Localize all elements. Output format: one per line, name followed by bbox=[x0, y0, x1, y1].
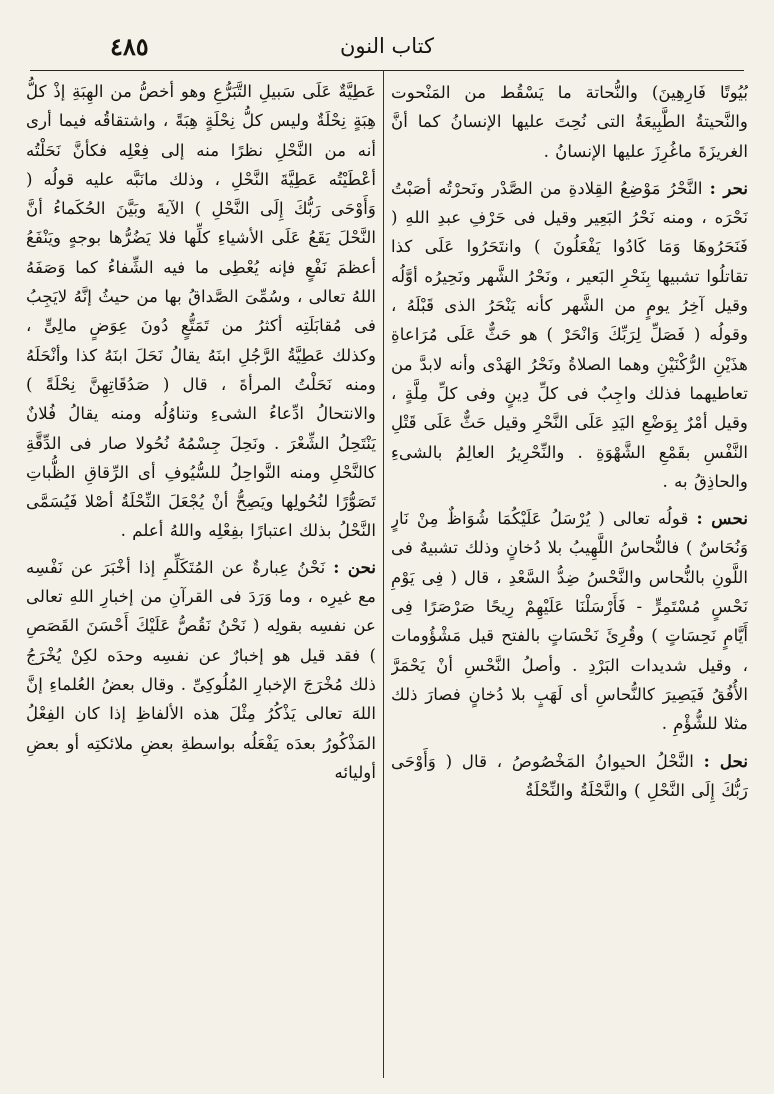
entry-nahl bbox=[391, 747, 748, 806]
page-header bbox=[30, 12, 744, 71]
column-divider bbox=[383, 70, 384, 1078]
entry-nahn bbox=[26, 553, 376, 787]
entry-text: النَّحْلُ الحيوانُ المَخْصُوصُ ، قال ( وَأَوْحَى رَبُّكَ إِلَى النَّحْلِ ) والنَّحْلَةُ والنِّحْلَةُ bbox=[391, 750, 748, 800]
right-column bbox=[391, 70, 748, 1082]
paragraph bbox=[391, 78, 748, 166]
entry-headword: نحر : bbox=[709, 177, 748, 198]
entry-nahs bbox=[391, 504, 748, 738]
entry-headword: نحس : bbox=[696, 508, 748, 529]
entry-headword: نحل : bbox=[703, 750, 748, 771]
page-number: ٤٨٥ bbox=[110, 32, 149, 61]
entry-nahr bbox=[391, 174, 748, 496]
paragraph-text: عَطِيَّةٌ عَلَى سَبيلِ التَّبَرُّعِ وهو أخصُّ من الهِبَةِ إذْ كلُّ هِبَةٍ نِحْلَةٌ وليس كلُّ نِحْلَةٍ هِبَةً ، واشتقاقُه فيما أرى أنه من النَّحْلِ نظرًا منه إلى فِعْلِه فكأنَّ نَحَلْتُه أعْطَيْتُه عَطِيَّةَ النَّحْلِ ، وذلك مانَبَّه عليه قولُه ( وَأَوْحَى رَبُّكَ إِلَى النَّحْلِ ) الآيةَ وبَيَّنَ الحُكَماءُ أنَّ النَّحْلَ يَقَعُ عَلَى الأشياءِ كلِّها فلا يَضُرُّها بوجهٍ ويَنْفَعُ أعظمَ نَفْعٍ فإنه يُعْطِى ما فيه الشِّفاءُ كما وَصَفَهُ اللهُ تعالى ، وسُمِّىَ الصَّداقُ بها من حيثُ إنَّهُ لايَجِبُ فى مُقابَلَتِه أكثرُ من تَمَتُّعٍ دُونَ عِوَضٍ مالِىٍّ ، وكذلك عَطِيَّةُ الرَّجُلِ ابنَهُ يقالُ نَحَلَ ابنَهُ كذا وأنْحَلَهُ ومنه نَحَلْتُ المرأةَ ، قال ( صَدُقَاتِهِنَّ نِحْلَةً ) والانتحالُ ادِّعاءُ الشىءِ وتناوُلُه ومنه يقالُ فُلانٌ يَنْتَحِلُ الشِّعْرَ . ونَحِلَ جِسْمُهُ نُحُولا صار فى الدِّقَّةِ كالنَّحْلِ ومنه النَّواحِلُ للسُّيُوفِ أى الرِّقاقِ الظُّباتِ تَصَوُّرًا لنُحُولِها ويَصِحُّ أنْ يُجْعَلَ النِّحْلَةُ أصْلا فَيُسَمَّى النَّحْلُ بذلك اعتبارًا بفِعْلِه واللهُ أعلم . bbox=[26, 81, 376, 541]
entry-text: النَّحْرُ مَوْضِعُ القِلادةِ من الصَّدْر ونَحرْتُه أصَبْتُ نَحْرَه ، ومنه نَحْرُ البَعِير وقيل فى حَرْفِ عبدِ اللهِ ( فَنَحَرُوهَا وَمَا كَادُوا يَفْعَلُونَ ) وانتَحَرُوا عَلَى كذا تقاتلُوا تشبيها بِنَحْرِ البَعير ، ونَحْرُ الشَّهر ونَحِيرُه أوَّلُه وقيل آخِرُ يومٍ من الشَّهر كأنه يَنْحَرُ الذى قَبْلَهُ ، وقولُه ( فَصَلِّ لِرَبِّكَ وَانْحَرْ ) هو حَثٌّ عَلَى مُرَاعاةِ هذَيْنِ الرُّكْنَيْنِ وهما الصلاةُ ونَحْرُ الهَدْى وأنه لابدَّ من تعاطيهما فذلك واجِبٌ فى كلِّ دِينٍ وفى كلِّ مِلَّةٍ ، وقيل أمْرٌ بِوَضْعِ اليَدِ عَلَى النَّحْرِ وقيل حَثٌّ عَلَى قَتْلِ النَّفْسِ بقَمْعِ الشَّهْوَةِ . والنِّحْرِيرُ العالِمُ بالشىءِ والحاذِقُ به . bbox=[391, 177, 748, 491]
running-title: كتاب النون bbox=[339, 34, 435, 58]
paragraph bbox=[26, 77, 376, 546]
entry-headword: نحن : bbox=[333, 556, 376, 577]
entry-text: نَحْنُ عِبارةٌ عن المُتَكَلِّمِ إذا أخْبَرَ عن نَفْسِه مع غيرِه ، وما وَرَدَ فى القرآنِ من إخبارِ اللهِ تعالى عن نفسِه بقولِه ( نَحْنُ نَقُصُّ عَلَيْكَ أَحْسَنَ القَصَصِ ) فقد قيل هو إخبارٌ عن نفسِه وحدَه لكِنْ يُخْرَجُ ذلك مُخْرَجَ الإخبارِ المُلُوكِىِّ . وقال بعضُ العُلماءِ إنَّ اللهَ تعالى يَذْكُرُ مِثْلَ هذه الألفاظِ إذا كان الفِعْلُ المَذْكُورُ بعدَه يَفْعَلُه بواسطةِ بعضِ ملائكتِه أو بعضِ أوليائه bbox=[26, 556, 376, 782]
paragraph-text: بُيُوتًا فَارِهِينَ) والنُّحاتة ما يَسْقُط من المَنْحوت والنَّحيتةُ الطَّبِيعَةُ التى نُحِتَ عليها الإنسانُ كما أنَّ الغريزَةَ ماغُرِزَ عليها الإنسانُ . bbox=[391, 82, 748, 161]
left-column bbox=[26, 70, 376, 1082]
entry-text: قولُه تعالى ( يُرْسَلُ عَلَيْكُمَا شُوَاظٌ مِنْ نَارٍ وَنُحَاسٌ ) فالنُّحاسُ اللَّهِيبُ بلا دُخانٍ وذلك تشبيهٌ فى اللَّونِ بالنُّحاس والنَّحْسُ ضِدُّ السَّعْدِ ، قال ( فِى يَوْمِ نَحْسٍ مُسْتَمِرٍّ - فَأَرْسَلْنَا عَلَيْهِمْ رِيحًا صَرْصَرًا فِى أَيَّامٍ نَحِسَاتٍ ) وقُرِئَ نَحْسَاتٍ بالفتح قيل مَشْؤُومات ، وقيل شديدات البَرْدِ . وأصلُ النَّحْسِ أنْ يَحْمَرَّ الأُفُقُ فَيَصِيرَ كالنُّحاسِ أى لَهَبٍ بلا دُخانٍ فصارَ ذلك مثلا للشُّؤْمِ . bbox=[391, 508, 748, 734]
